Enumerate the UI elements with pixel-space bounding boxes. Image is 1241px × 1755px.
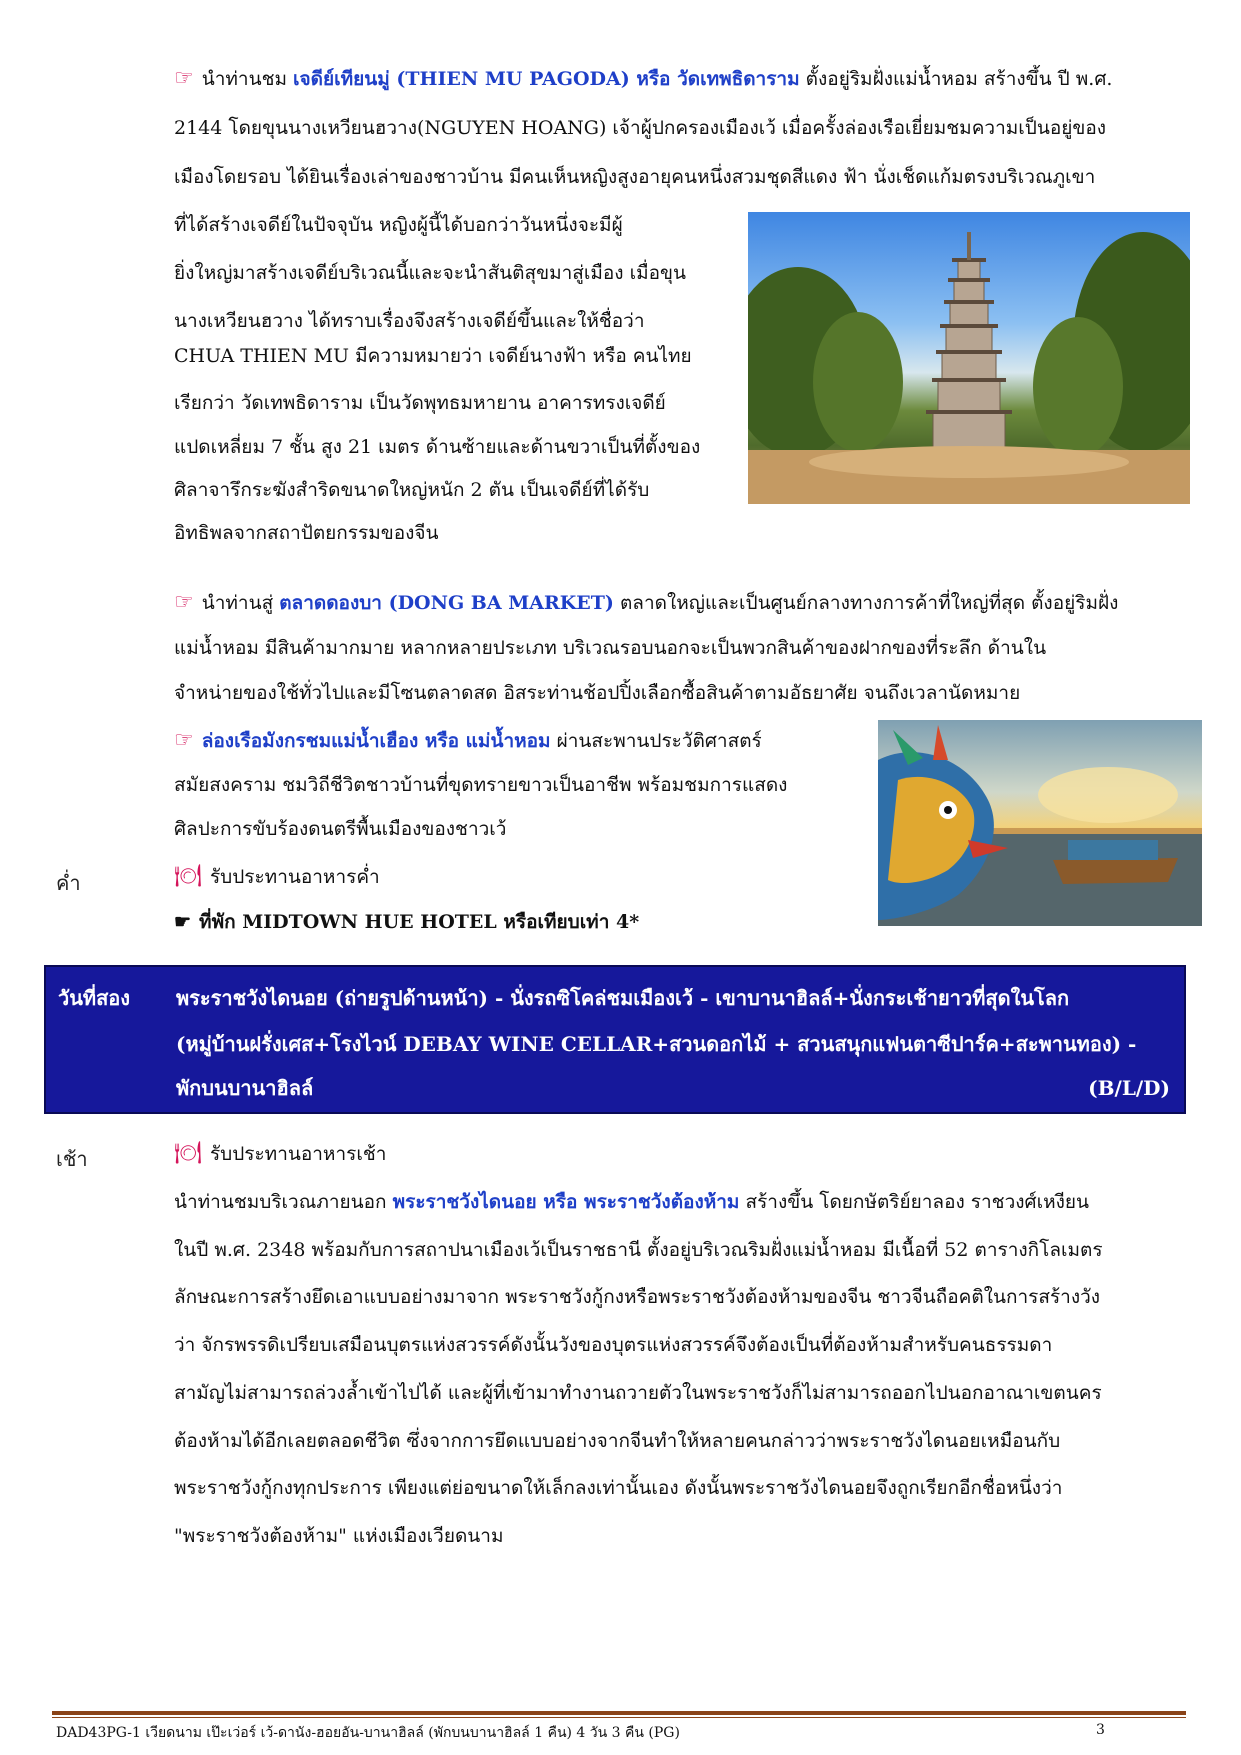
day-two-banner [44,965,1186,1114]
attraction-name: เจดีย์เทียนมู่ (THIEN MU PAGODA) หรือ วัดเทพธิดาราม [293,68,800,90]
page-number: 3 [1096,1722,1105,1738]
paragraph-line: ยิ่งใหญ่มาสร้างเจดีย์บริเวณนี้และจะนำสันติสุขมาสู่เมือง เมื่อขุน [174,262,687,284]
hotel-icon: ☛ [174,911,192,933]
time-label-breakfast: เช้า [56,1147,88,1171]
paragraph-line: CHUA THIEN MU มีความหมายว่า เจดีย์นางฟ้า หรือ คนไทย [174,345,692,367]
meal-text: รับประทานอาหารค่ำ [209,866,380,888]
meal-icon: 🍽 [174,1141,202,1166]
day-itinerary-line: พักบนบานาฮิลล์ [176,1076,314,1100]
day-itinerary-line: (หมู่บ้านฝรั่งเศส+โรงไวน์ DEBAY WINE CELLAR+สวนดอกไม้ + สวนสนุกแฟนตาซีปาร์ค+สะพานทอง) - [176,1032,1137,1056]
meal-codes: (B/L/D) [1088,1076,1170,1100]
paragraph-line: นางเหวียนฮวาง ได้ทราบเรื่องจึงสร้างเจดีย์ขึ้นและให้ชื่อว่า [174,310,645,332]
paragraph-line: 2144 โดยขุนนางเหวียนฮวาง(NGUYEN HOANG) เจ้าผู้ปกครองเมืองเว้ เมื่อครั้งล่องเรือเยี่ยมชมความเป็นอยู่ของ [174,117,1107,139]
paragraph-line: แม่น้ำหอม มีสินค้ามากมาย หลากหลายประเภท บริเวณรอบนอกจะเป็นพวกสินค้าของฝากของที่ระลึก ด้านใน [174,637,1047,659]
text: ผ่านสะพานประวัติศาสตร์ [550,730,762,752]
paragraph-line: เรียกว่า วัดเทพธิดาราม เป็นวัดพุทธมหายาน อาคารทรงเจดีย์ [174,392,666,414]
paragraph-line: สามัญไม่สามารถล่วงล้ำเข้าไปได้ และผู้ที่เข้ามาทำงานถวายตัวในพระราชวังก็ไม่สามารถออกไปนอกอาณาเขตนคร [174,1382,1102,1404]
time-label-dinner: ค่ำ [56,871,81,895]
paragraph-line: แปดเหลี่ยม 7 ชั้น สูง 21 เมตร ด้านซ้ายและด้านขวาเป็นที่ตั้งของ [174,436,701,458]
text: นำท่านชมบริเวณภายนอก [174,1191,393,1213]
meal-icon: 🍽 [174,864,202,889]
meal-line [174,1139,386,1169]
paragraph-line: "พระราชวังต้องห้าม" แห่งเมืองเวียดนาม [174,1525,504,1547]
footer-program-code: DAD43PG-1 เวียดนาม เป๊ะเว่อร์ เว้-ดานัง-ฮอยอัน-บานาฮิลล์ (พักบนบานาฮิลล์ 1 คืน) 4 วัน 3 คืน (PG) [56,1725,680,1741]
paragraph-line: พระราชวังกู้กงทุกประการ เพียงแต่ย่อขนาดให้เล็กลงเท่านั้นเอง ดังนั้นพระราชวังไดนอยจึงถูกเรียกอีกชื่อหนึ่งว่า [174,1477,1063,1499]
attraction-name: พระราชวังไดนอย หรือ พระราชวังต้องห้าม [392,1191,740,1213]
paragraph-line: ต้องห้ามได้อีกเลยตลอดชีวิต ซึ่งจากการยึดแบบอย่างจากจีนทำให้หลายคนกล่าวว่าพระราชวังไดนอยเหมือนกับ [174,1430,1061,1452]
pointing-hand-icon: ☞ [174,728,194,753]
attraction-name: ล่องเรือมังกรชมแม่น้ำเฮือง หรือ แม่น้ำหอม [201,730,551,752]
day-itinerary-line: พระราชวังไดนอย (ถ่ายรูปด้านหน้า) - นั่งรถซิโคล่ชมเมืองเว้ - เขาบานาฮิลล์+นั่งกระเช้ายาวที่สุดในโลก [176,986,1070,1010]
paragraph-line: ศิลปะการขับร้องดนตรีพื้นเมืองของชาวเว้ [174,818,507,840]
dragon-boat-photo [878,720,1202,926]
day-label: วันที่สอง [58,986,131,1010]
paragraph-line: สมัยสงคราม ชมวิถีชีวิตชาวบ้านที่ขุดทรายขาวเป็นอาชีพ พร้อมชมการแสดง [174,774,788,796]
thien-mu-pagoda-photo [748,212,1190,504]
pointing-hand-icon: ☞ [174,590,194,615]
attraction-name: ตลาดดองบา (DONG BA MARKET) [279,592,614,614]
paragraph-line: ว่า จักรพรรดิเปรียบเสมือนบุตรแห่งสวรรค์ดังนั้นวังของบุตรแห่งสวรรค์จึงต้องเป็นที่ต้องห้ามสำหรับคนธรรมดา [174,1334,1053,1356]
paragraph-line: อิทธิพลจากสถาปัตยกรรมของจีน [174,522,439,544]
paragraph-line [174,726,762,756]
text: นำท่านชม [201,68,294,90]
dragon-boat-illustration [878,720,1202,926]
paragraph-line [174,64,1112,94]
pagoda-illustration [748,212,1190,504]
footer-divider-thin [52,1717,1186,1718]
paragraph-line: ลักษณะการสร้างยึดเอาแบบอย่างมาจาก พระราชวังกู้กงหรือพระราชวังต้องห้ามของจีน ชาวจีนถือคติในการสร้างวัง [174,1286,1101,1308]
paragraph-line: ศิลาจารึกระฆังสำริดขนาดใหญ่หนัก 2 ตัน เป็นเจดีย์ที่ได้รับ [174,479,650,501]
hotel-name: MIDTOWN HUE HOTEL หรือเทียบเท่า 4* [242,911,640,933]
pointing-hand-icon: ☞ [174,66,194,91]
hotel-prefix: ที่พัก [199,911,243,933]
paragraph-line: จำหน่ายของใช้ทั่วไปและมีโซนตลาดสด อิสระท่านช้อปปิ้งเลือกซื้อสินค้าตามอัธยาศัย จนถึงเวลานัดหมาย [174,682,1021,704]
paragraph-line: ในปี พ.ศ. 2348 พร้อมกับการสถาปนาเมืองเว้เป็นราชธานี ตั้งอยู่บริเวณริมฝั่งแม่น้ำหอม มีเนื้อที่ 52 ตารางกิโลเมตร [174,1239,1103,1261]
paragraph-line [174,588,1118,618]
paragraph-line: ที่ได้สร้างเจดีย์ในปัจจุบัน หญิงผู้นี้ได้บอกว่าวันหนึ่งจะมีผู้ [174,214,623,236]
text: สร้างขึ้น โดยกษัตริย์ยาลอง ราชวงศ์เหงียน [739,1191,1089,1213]
text: ตั้งอยู่ริมฝั่งแม่น้ำหอม สร้างขึ้น ปี พ.ศ. [799,68,1113,90]
hotel-line [174,907,639,937]
paragraph-line [174,1187,1089,1217]
paragraph-line: เมืองโดยรอบ ได้ยินเรื่องเล่าของชาวบ้าน มีคนเห็นหญิงสูงอายุคนหนึ่งสวมชุดสีแดง ฟ้า นั่งเช็ดแก้มตรงบริเวณภูเขา [174,166,1096,188]
text: นำท่านสู่ [201,592,280,614]
meal-line [174,862,380,892]
meal-text: รับประทานอาหารเช้า [209,1143,387,1165]
footer-divider [52,1711,1186,1715]
text: ตลาดใหญ่และเป็นศูนย์กลางทางการค้าที่ใหญ่ที่สุด ตั้งอยู่ริมฝั่ง [613,592,1119,614]
